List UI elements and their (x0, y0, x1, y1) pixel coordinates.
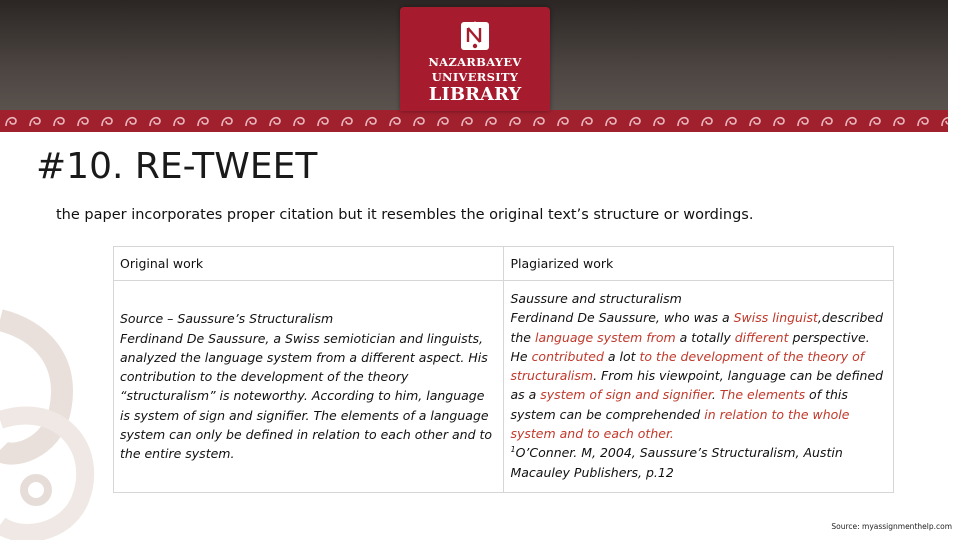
ornament-motif (678, 118, 688, 126)
ornament-motif (6, 118, 16, 126)
original-source-heading: Source – Saussure’s Structuralism (120, 311, 334, 327)
slide-subtitle: the paper incorporates proper citation but it resembles the original text’s structure or wordings. (56, 207, 754, 223)
ornament-motif (486, 118, 496, 126)
plain-segment: of this system can be comprehended (510, 387, 848, 422)
highlighted-segment: The elements (719, 387, 806, 403)
table-header-row (114, 247, 894, 281)
ornament-motif (654, 118, 664, 126)
ornament-motif (366, 118, 376, 126)
ornament-motif (30, 118, 40, 126)
table-row (114, 281, 894, 493)
ornament-strip (0, 110, 948, 132)
ornament-motif (462, 118, 472, 126)
ornament-motif (510, 118, 520, 126)
ornament-motif (102, 118, 112, 126)
ornament-motif (894, 118, 904, 126)
ornament-motif (150, 118, 160, 126)
decorative-swirl (0, 300, 110, 540)
plain-segment: Ferdinand De Saussure, who was a (510, 310, 734, 326)
highlighted-segment: system of sign and signifier (540, 387, 712, 403)
ornament-motif (390, 118, 400, 126)
ornament-motif (702, 118, 712, 126)
nu-emblem-icon (460, 20, 490, 52)
ornament-motif (246, 118, 256, 126)
original-work-cell (114, 281, 504, 493)
ornament-motif (78, 118, 88, 126)
logo-line-3: LIBRARY (428, 84, 522, 105)
ornament-motif (222, 118, 232, 126)
ornament-motif (438, 118, 448, 126)
ornament-motif (942, 118, 948, 126)
ornament-motif (198, 118, 208, 126)
plain-segment: . From his viewpoint, language can be defined as a (510, 368, 884, 403)
ornament-motif (822, 118, 832, 126)
ornament-motif (846, 118, 856, 126)
ornament-motif (750, 118, 760, 126)
ornament-motif (918, 118, 928, 126)
library-logo (400, 7, 550, 111)
logo-line-2: UNIVERSITY (431, 70, 519, 84)
ornament-motif (54, 118, 64, 126)
slide-title: #10. RE-TWEET (36, 146, 318, 187)
ornament-motif (414, 118, 424, 126)
footnote-text: O’Conner. M, 2004, Saussure’s Structuralism, Austin Macauley Publishers, p.12 (510, 445, 843, 480)
plain-segment: a totally (675, 329, 735, 345)
logo-line-1: NAZARBAYEV (428, 55, 522, 69)
highlighted-segment: to the development of the theory of structuralism (510, 348, 865, 384)
plain-segment: ,described the (510, 310, 884, 345)
ornament-motif (174, 118, 184, 126)
comparison-table (113, 246, 894, 493)
ornament-motif (582, 118, 592, 126)
ornament-motif (726, 118, 736, 126)
plagiarized-body-text (510, 308, 887, 443)
ornament-motif (294, 118, 304, 126)
ornament-motif (774, 118, 784, 126)
plain-segment: a lot (603, 348, 640, 364)
ornament-motif (798, 118, 808, 126)
right-margin (948, 0, 960, 540)
highlighted-segment: language system from (534, 329, 676, 345)
ornament-motif (318, 118, 328, 126)
plagiarized-work-cell (504, 281, 894, 493)
ornament-motif (534, 118, 544, 126)
original-body-text: Ferdinand De Saussure, a Swiss semiotician and linguists, analyzed the language system from a different aspect. His contribution to the development of the theory “structuralism” is noteworthy. According to him, language is system of sign and signifier. The elements of a language system can only be defined in relation to each other and to the entire system. (120, 330, 493, 462)
ornament-motif (270, 118, 280, 126)
citation-footnote (510, 443, 887, 482)
source-note: Source: myassignmenthelp.com (831, 522, 952, 531)
ornament-motif (126, 118, 136, 126)
plain-segment: perspective. He (510, 329, 870, 364)
ornament-motif (870, 118, 880, 126)
highlighted-segment: different (734, 329, 789, 345)
highlighted-segment: contributed (531, 348, 604, 364)
plain-segment: . (711, 387, 720, 403)
highlighted-segment: Swiss linguist (733, 310, 818, 326)
plagiarized-heading: Saussure and structuralism (510, 291, 682, 306)
header-plagiarized-work: Plagiarized work (504, 247, 894, 281)
highlighted-segment: in relation to the whole system and to each other. (510, 406, 850, 442)
ornament-motif (342, 118, 352, 126)
ornament-motif (606, 118, 616, 126)
ornament-motif (630, 118, 640, 126)
footnote-mark: 1 (510, 445, 516, 455)
ornament-motif (558, 118, 568, 126)
header-original-work: Original work (114, 247, 504, 281)
